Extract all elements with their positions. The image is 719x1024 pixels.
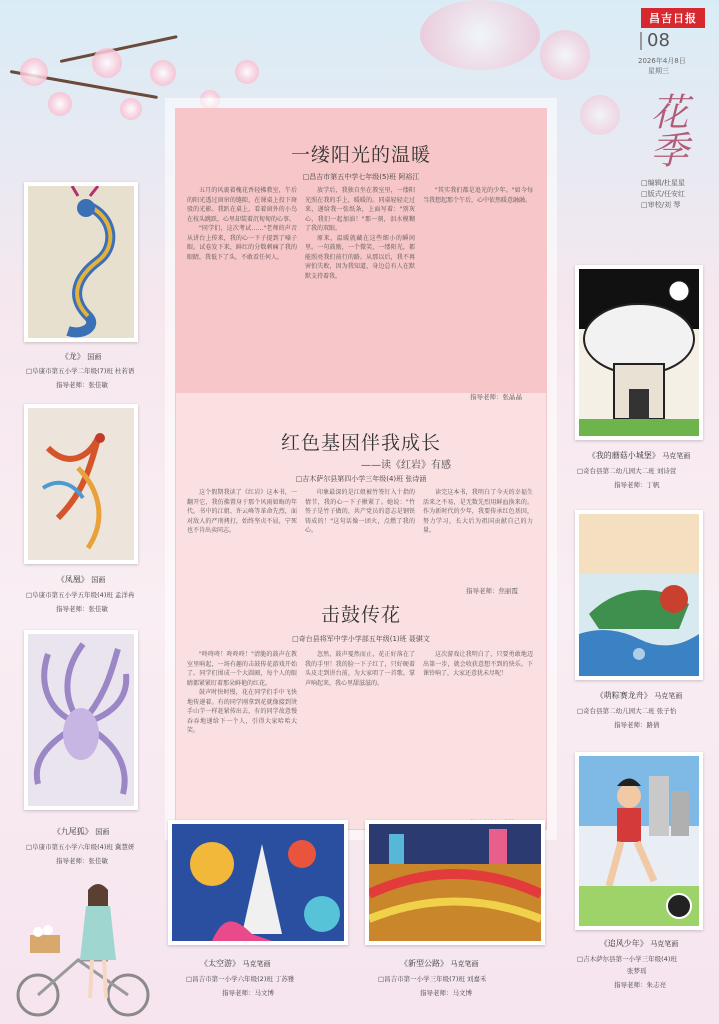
article-3-paragraph: "咚咚咚！咚咚咚！"清脆的鼓声在教室里响起，一场有趣的击鼓传花游戏开始了。同学们围成一个大圆圈，每个人的眼睛都紧紧盯着那朵鲜艳的红花。 xyxy=(187,651,297,687)
runner-painting xyxy=(579,756,699,926)
artwork-boat-teacher: 指导老师：路倩 xyxy=(614,721,660,729)
title-text: 《龙》 xyxy=(60,352,85,361)
artwork-fox-teacher: 指导老师：张佳敏 xyxy=(56,857,108,865)
artwork-space-teacher: 指导老师：马文博 xyxy=(222,989,274,997)
section-title: 花季 xyxy=(644,92,688,168)
artwork-road-title xyxy=(400,958,479,969)
article-1-teacher: 指导老师：张晶晶 xyxy=(470,393,522,401)
editor-line: □编辑/杜星星 xyxy=(641,179,685,187)
mushroom-painting xyxy=(579,269,699,436)
artwork-road-school: □昌吉市第一小学三年级(7)班 刘嘉禾 xyxy=(378,975,487,983)
article-3-body xyxy=(187,650,533,820)
artwork-runner-student: 张梦瑶 xyxy=(627,967,647,975)
article-1-paragraph: 放学后，我独自坐在教室里，一缕阳光照在我的手上，暖暖的。同桌轻轻走过来，递给我一张纸条，上面写着："别灰心，我们一起加油！"那一刻，泪水模糊了我的双眼。 xyxy=(305,187,415,232)
medium-text: 马克笔画 xyxy=(654,692,683,700)
article-1-col-1 xyxy=(187,186,297,386)
article-1-col-2 xyxy=(305,186,415,386)
artwork-new-road xyxy=(365,820,545,945)
article-2-col-1 xyxy=(187,488,297,583)
artwork-mushroom-title xyxy=(575,450,703,461)
article-1-paragraph: "其实我们都是追光的少年。"如今每当我想起那个午后，心中依然暖意融融。 xyxy=(423,187,533,204)
article-1-col-3 xyxy=(423,186,533,386)
artwork-runner-teacher: 指导老师：朱志亮 xyxy=(614,981,666,989)
artwork-wind-runner xyxy=(575,752,703,930)
article-3-paragraph: 这次游戏让我明白了，只要勇敢地迈出第一步，就会收获意想不到的快乐。下课铃响了，大家还意犹未尽呢！ xyxy=(423,651,533,677)
space-painting xyxy=(172,824,344,941)
newspaper-logo: 昌吉日报 xyxy=(641,8,705,28)
dragon-boat-painting xyxy=(579,514,699,676)
title-text: 《太空游》 xyxy=(200,959,240,968)
article-2-title: 红色基因伴我成长 xyxy=(280,432,441,454)
artwork-fox-title xyxy=(24,826,138,837)
issue-date: 2026年4月8日 xyxy=(638,57,686,65)
article-1-paragraph: 原来，温暖就藏在这些细小的瞬间里。一句鼓励，一个微笑，一缕阳光，都能照亮我们前行的路。从那以后，我不再害怕失败，因为我知道，身边总有人在默默支持着我。 xyxy=(305,234,415,280)
artwork-mushroom-castle xyxy=(575,265,703,440)
artwork-space-trip xyxy=(168,820,348,945)
artwork-dragon-teacher: 指导老师：张佳敏 xyxy=(56,381,108,389)
issue-weekday: 星期三 xyxy=(648,67,669,75)
medium-text: 国画 xyxy=(87,353,102,361)
fox-painting xyxy=(28,634,134,806)
artwork-mushroom-teacher: 指导老师：丁帆 xyxy=(614,481,660,489)
artwork-dragon-boat xyxy=(575,510,703,680)
article-2-body xyxy=(187,488,533,583)
artwork-mushroom-school: □奇台县第二幼儿园大二班 刘诗萱 xyxy=(577,467,677,475)
article-2-paragraph: 印象最深的是江姐被竹签钉入十指的情节，我的心一下子揪紧了。她说："竹签子是竹子做的，共产党员的意志是钢铁铸成的！"这句话像一团火，点燃了我的心。 xyxy=(305,489,415,534)
article-3-col-2 xyxy=(305,650,415,820)
title-text: 《九尾狐》 xyxy=(52,827,93,836)
medium-text: 马克笔画 xyxy=(662,452,691,460)
title-text: 《新型公路》 xyxy=(400,959,448,968)
article-2-col-2 xyxy=(305,488,415,583)
proof-line: □审校/刘 琴 xyxy=(641,201,681,209)
artwork-boat-title xyxy=(575,690,703,701)
artwork-phoenix-title xyxy=(24,574,138,585)
artwork-runner-school: □吉木萨尔县第一小学三年级(4)班 xyxy=(577,955,677,963)
article-3-col-1 xyxy=(187,650,297,820)
road-painting xyxy=(369,824,541,941)
artwork-fox-school: □阜康市第五小学六年级(4)班 冀慧妍 xyxy=(26,843,135,851)
artwork-nine-tail-fox xyxy=(24,630,138,810)
article-1-paragraph: "同学们，这次考试……"老师的声音从讲台上传来，我的心一下子提到了嗓子眼。试卷发下来，鲜红的分数刺痛了我的眼睛，我低下了头，不敢看任何人。 xyxy=(187,225,297,261)
article-1-body xyxy=(187,186,533,386)
article-2-paragraph: 这个假期我读了《红岩》这本书，一翻开它，我仿佛置身于那个风雨如晦的年代。书中的江姐、许云峰等革命先烈，面对敌人的严刑拷打，始终坚贞不屈，宁死也不肯出卖同志。 xyxy=(187,489,297,534)
article-3-paragraph: 鼓声时快时慢，花在同学们手中飞快地传递着。有的同学刚拿到花就像接到烫手山芋一样赶紧传出去，有的同学故意慢吞吞地递给下一个人，引得大家哈哈大笑。 xyxy=(187,689,297,734)
article-2-byline: □吉木萨尔县第四小学三年级(4)班 张诗涵 xyxy=(295,475,427,483)
article-3-byline: □奇台县将军中学小学部五年级(1)班 聂骐文 xyxy=(292,635,430,643)
artwork-dragon-title xyxy=(24,351,138,362)
phoenix-painting xyxy=(28,408,134,560)
artwork-phoenix-school: □阜康市第五小学五年级(4)班 孟洋冉 xyxy=(26,591,135,599)
article-3-title: 击鼓传花 xyxy=(320,604,401,626)
layout-line: □版式/任安红 xyxy=(641,190,685,198)
article-1-byline: □昌吉市第五中学七年级(5)班 阿裕江 xyxy=(302,173,420,181)
medium-text: 马克笔画 xyxy=(242,960,271,968)
article-3-paragraph: 忽然，鼓声戛然而止，花正好落在了我的手里！我的脸一下子红了，只好硬着头皮走到讲台前，为大家唱了一首歌。掌声响起来，我心里甜滋滋的。 xyxy=(305,651,415,687)
artwork-space-title xyxy=(200,958,271,969)
title-text: 《萌粽赛龙舟》 xyxy=(595,691,652,700)
medium-text: 马克笔画 xyxy=(450,960,479,968)
medium-text: 国画 xyxy=(95,828,110,836)
page-number: 08 xyxy=(640,32,670,50)
artwork-phoenix-teacher: 指导老师：张佳敏 xyxy=(56,605,108,613)
article-2-col-3 xyxy=(423,488,533,583)
article-1-paragraph: 五月的风裹着槐花香轻拂教室，午后的阳光透过窗帘的缝隙，在课桌上投下斑驳的光影。我趴在桌上，看着窗外的小鸟在枝头跳跃，心里却装着沉甸甸的心事。 xyxy=(187,187,297,223)
medium-text: 国画 xyxy=(91,576,106,584)
artwork-road-teacher: 指导老师：马文博 xyxy=(420,989,472,997)
artwork-runner-title xyxy=(575,938,703,949)
editor-credits xyxy=(641,178,685,211)
article-2-paragraph: 读完这本书，我明白了今天的幸福生活来之不易，是无数先烈用鲜血换来的。作为新时代的少年，我要传承红色基因，努力学习，长大后为祖国贡献自己的力量。 xyxy=(423,489,533,534)
girl-with-bicycle-illustration xyxy=(8,880,158,1020)
artwork-dragon xyxy=(24,182,138,342)
article-2-teacher: 指导老师：焦丽霞 xyxy=(466,587,518,595)
title-text: 《追风少年》 xyxy=(599,939,648,948)
article-3-col-3 xyxy=(423,650,533,820)
dragon-painting xyxy=(28,186,134,338)
artwork-phoenix xyxy=(24,404,138,564)
article-2-subtitle: ——读《红岩》有感 xyxy=(361,460,451,471)
title-text: 《凤凰》 xyxy=(56,575,89,584)
title-text: 《我的蘑菇小城堡》 xyxy=(587,451,660,460)
artwork-space-school: □昌吉市第一小学六年级(2)班 丁苏雅 xyxy=(186,975,295,983)
artwork-boat-school: □奇台县第二幼儿园大二班 张子怡 xyxy=(577,707,677,715)
medium-text: 马克笔画 xyxy=(650,940,679,948)
artwork-dragon-school: □阜康市第五小学二年级(7)班 杜若语 xyxy=(26,367,135,375)
article-1-title: 一缕阳光的温暖 xyxy=(290,144,431,166)
